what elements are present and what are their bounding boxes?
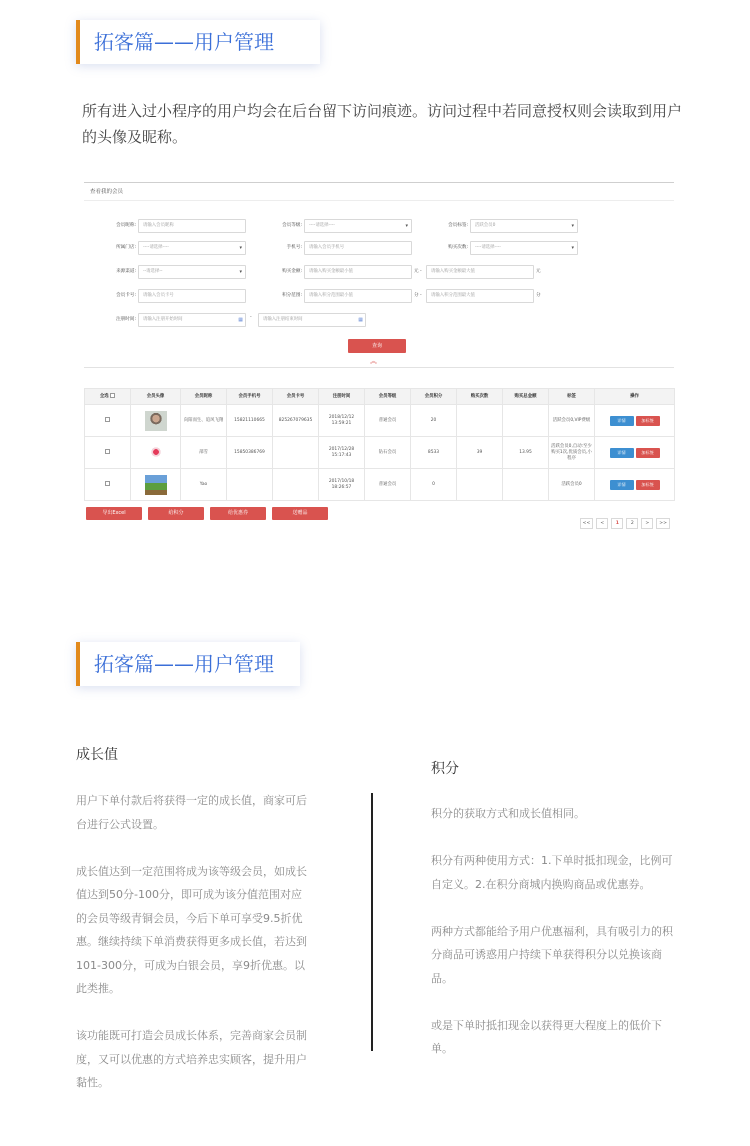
card-cell <box>273 437 319 469</box>
level-select[interactable]: ----请选择---- ▾ <box>304 219 412 233</box>
header-cell: 注册时间 <box>319 389 365 405</box>
card-input[interactable]: 请输入会员卡号 <box>138 289 246 303</box>
header-cell: 会员积分 <box>411 389 457 405</box>
level-cell: 普通会员 <box>365 405 411 437</box>
points-unit-end: 分 <box>536 293 541 298</box>
nickname-cell: 部雪 <box>181 437 227 469</box>
source-select[interactable]: --请选择-- ▾ <box>138 265 246 279</box>
reg-time-label: 注册时间: <box>116 317 136 322</box>
admin-screenshot <box>84 182 674 532</box>
column-divider <box>371 793 373 1051</box>
give-coupon-button[interactable]: 给优惠券 <box>210 507 266 520</box>
pagination <box>580 518 670 529</box>
points-paragraph: 或是下单时抵扣现金以获得更大程度上的低价下单。 <box>431 1018 662 1055</box>
tag-label: 会员标签: <box>448 223 468 228</box>
buy-count-cell: 39 <box>457 437 503 469</box>
amount-label: 购买金额: <box>282 269 302 274</box>
table-row <box>85 469 675 501</box>
avatar <box>145 411 167 431</box>
detail-button[interactable]: 详情 <box>610 480 634 490</box>
points-paragraph: 两种方式都能给予用户优惠福利，具有吸引力的积分商品可诱惑用户持续下单获得积分以兑换该商品。 <box>431 924 673 985</box>
points-max-input[interactable]: 请输入积分范围最大值 <box>426 289 534 303</box>
reg-end-placeholder: 请输入注册结束时间 <box>263 317 303 322</box>
intro-text: 所有进入过小程序的用户均会在后台留下访问痕迹。访问过程中若同意授权则会读取到用户的头像及昵称。 <box>82 102 683 146</box>
action-cell <box>595 405 675 437</box>
header-cell: 会员昵称 <box>181 389 227 405</box>
page-next[interactable]: > <box>641 518 653 529</box>
buy-total-cell <box>503 469 549 501</box>
page-first[interactable]: << <box>580 518 594 529</box>
tag-cell: 活跃会员0,自动:至少购买1次,优质会员,小程序 <box>549 437 595 469</box>
section-title-2: 拓客篇——用户管理 <box>76 642 300 686</box>
panel-title: 查看我的会员 <box>84 183 674 201</box>
reg-end-input[interactable] <box>258 313 366 327</box>
header-cell: 会员等级 <box>365 389 411 405</box>
table-header-row <box>85 389 675 405</box>
level-label: 会员等级: <box>282 223 302 228</box>
buy-count-label: 购买次数: <box>448 245 468 250</box>
header-label: 全选 <box>99 394 109 399</box>
section-title-1: 拓客篇——用户管理 <box>76 20 320 64</box>
select-all-checkbox[interactable] <box>110 393 115 398</box>
give-points-button[interactable]: 给积分 <box>148 507 204 520</box>
phone-cell: 15821110665 <box>227 405 273 437</box>
source-label: 来源渠道: <box>116 269 136 274</box>
phone-cell: 15850386769 <box>227 437 273 469</box>
points-paragraph: 积分有两种使用方式：1.下单时抵扣现金，比例可自定义。2.在积分商城内换购商品或优惠券。 <box>431 854 673 891</box>
points-label: 积分范围: <box>282 293 302 298</box>
row-checkbox[interactable] <box>105 449 110 454</box>
header-cell: 操作 <box>595 389 675 405</box>
nickname-label: 会员昵称: <box>116 223 136 228</box>
points-paragraph: 积分的获取方式和成长值相同。 <box>431 807 585 820</box>
nickname-cell: 向阳而生、追风飞翔 <box>181 405 227 437</box>
avatar <box>145 443 167 463</box>
calendar-icon[interactable]: ▦ <box>358 317 363 323</box>
detail-button[interactable]: 详情 <box>610 416 634 426</box>
chevron-up-double-icon[interactable]: ︽ <box>370 357 377 365</box>
header-cell: 购买次数 <box>457 389 503 405</box>
header-cell: 会员头像 <box>131 389 181 405</box>
tag-select[interactable]: 活跃会员0 ▾ <box>470 219 578 233</box>
page-last[interactable]: >> <box>656 518 670 529</box>
avatar <box>145 475 167 495</box>
header-cell: 购买总金额 <box>503 389 549 405</box>
store-select[interactable]: ----请选择---- ▾ <box>138 241 246 255</box>
amount-max-input[interactable]: 请输入购买金额最大值 <box>426 265 534 279</box>
card-label: 会员卡号: <box>116 293 136 298</box>
level-cell: 钻石会员 <box>365 437 411 469</box>
store-label: 所属门店: <box>116 245 136 250</box>
header-select-all[interactable] <box>85 389 131 405</box>
growth-paragraph: 成长值达到一定范围将成为该等级会员，如成长值达到50分-100分，即可成为该分值范围对应的会员等级青铜会员，今后下单可享受9.5折优惠。继续持续下单消费获得更多成长值，若达到101-300分，可成为白银会员，享9折优惠。以此类推。 <box>76 864 307 995</box>
amount-unit-mid: 元 - <box>414 269 422 274</box>
buy-count-cell <box>457 469 503 501</box>
points-cell: 0 <box>411 469 457 501</box>
reg-time-cell: 2018/12/12 13:59:21 <box>319 405 365 437</box>
buy-count-cell <box>457 405 503 437</box>
filter-panel <box>84 182 674 367</box>
card-cell: 825267079635 <box>273 405 319 437</box>
reg-time-cell: 2017/10/18 18:26:57 <box>319 469 365 501</box>
tag-cell: 活跃会员0,VIP费级 <box>549 405 595 437</box>
calendar-icon[interactable]: ▦ <box>238 317 243 323</box>
points-cell: 20 <box>411 405 457 437</box>
panel-divider <box>84 367 674 368</box>
table-row <box>85 437 675 469</box>
points-heading: 积分 <box>431 761 459 777</box>
row-select-cell[interactable] <box>85 437 131 469</box>
detail-button[interactable]: 详情 <box>610 448 634 458</box>
avatar-cell <box>131 469 181 501</box>
buy-count-select[interactable]: ----请选择---- ▾ <box>470 241 578 255</box>
header-cell: 会员卡号 <box>273 389 319 405</box>
row-select-cell[interactable] <box>85 405 131 437</box>
page-1[interactable]: 1 <box>611 518 623 529</box>
level-cell: 普通会员 <box>365 469 411 501</box>
reg-time-cell: 2017/12/28 15:17:43 <box>319 437 365 469</box>
action-cell <box>595 437 675 469</box>
phone-label: 手机号: <box>286 245 302 250</box>
card-cell <box>273 469 319 501</box>
avatar-cell <box>131 437 181 469</box>
export-excel-button[interactable]: 导出Excel <box>86 507 142 520</box>
growth-paragraph: 该功能既可打造会员成长体系，完善商家会员制度，又可以优惠的方式培养忠实顾客，提升用户黏性。 <box>76 1029 307 1089</box>
tag-cell: 活跃会员0 <box>549 469 595 501</box>
points-min-input[interactable]: 请输入积分范围最小值 <box>304 289 412 303</box>
add-tag-button[interactable]: 加标签 <box>636 416 660 426</box>
points-unit-mid: 分 - <box>414 293 422 298</box>
buy-total-cell: 13.95 <box>503 437 549 469</box>
add-tag-button[interactable]: 加标签 <box>636 480 660 490</box>
growth-text <box>76 789 312 1118</box>
points-cell: 8533 <box>411 437 457 469</box>
reg-start-input[interactable] <box>138 313 246 327</box>
send-gift-button[interactable]: 送赠品 <box>272 507 328 520</box>
page-prev[interactable]: < <box>596 518 608 529</box>
nickname-input[interactable]: 请输入会员昵称 <box>138 219 246 233</box>
row-checkbox[interactable] <box>105 417 110 422</box>
growth-heading: 成长值 <box>76 747 118 763</box>
header-cell: 标签 <box>549 389 595 405</box>
action-cell <box>595 469 675 501</box>
phone-input[interactable]: 请输入会员手机号 <box>304 241 412 255</box>
member-table <box>84 388 675 501</box>
amount-min-input[interactable]: 请输入购买金额最小值 <box>304 265 412 279</box>
table-row <box>85 405 675 437</box>
add-tag-button[interactable]: 加标签 <box>636 448 660 458</box>
buy-total-cell <box>503 405 549 437</box>
reg-time-sep: - <box>250 315 252 320</box>
row-checkbox[interactable] <box>105 481 110 486</box>
nickname-cell: Yao <box>181 469 227 501</box>
points-text <box>431 802 675 1084</box>
phone-cell <box>227 469 273 501</box>
page-2[interactable]: 2 <box>626 518 638 529</box>
amount-unit-end: 元 <box>536 269 541 274</box>
avatar-cell <box>131 405 181 437</box>
growth-paragraph: 用户下单付款后将获得一定的成长值，商家可后台进行公式设置。 <box>76 794 307 831</box>
reg-start-placeholder: 请输入注册开始时间 <box>143 317 183 322</box>
header-cell: 会员手机号 <box>227 389 273 405</box>
query-button[interactable]: 查询 <box>348 339 406 353</box>
row-select-cell[interactable] <box>85 469 131 501</box>
